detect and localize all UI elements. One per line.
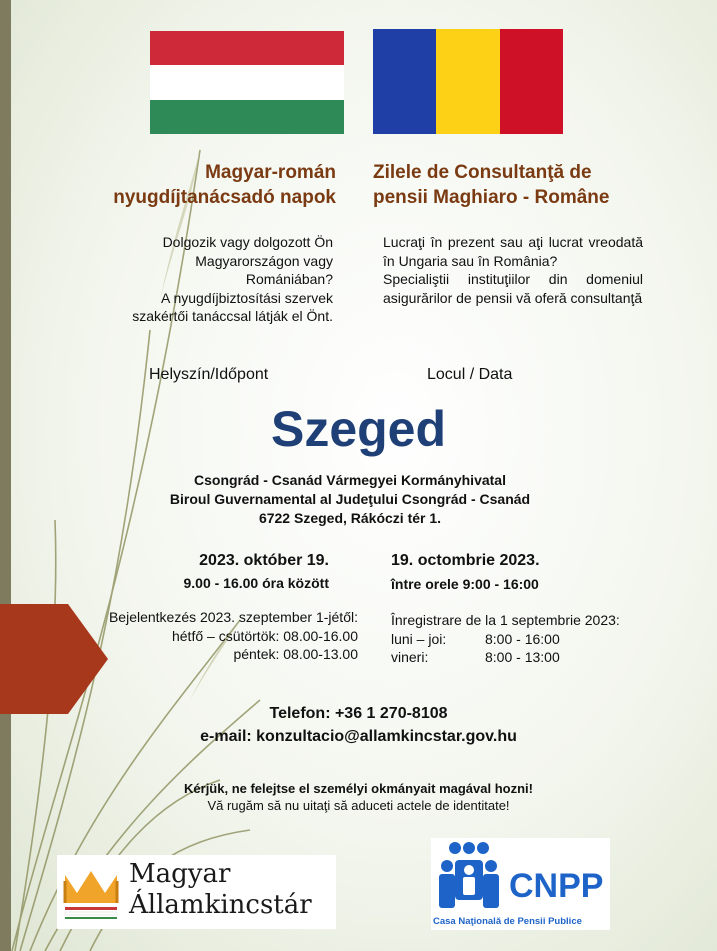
hu-venue-label: Helyszín/Időpont xyxy=(149,366,269,383)
venue-address: Csongrád - Csanád Vármegyei Kormányhivatal Biroul Guvernamental al Judeţului Csongrád - Csanád 6722 Szeged, Rákóczi tér 1. xyxy=(169,472,531,526)
hu-date: 2023. október 19. xyxy=(199,552,329,569)
contact-info xyxy=(0,702,717,748)
ro-registration: Înregistrare de la 1 septembrie 2023: luni – joi: 8:00 - 16:00 vineri: 8:00 - 13:00 xyxy=(391,612,620,665)
ro-title: Zilele de Consultanţă de pensii Maghiaro - Române xyxy=(373,162,610,208)
mak-logo: Magyar Államkincstár xyxy=(57,855,336,929)
cnpp-people-logo-icon xyxy=(435,840,501,912)
hu-intro: Dolgozik vagy dolgozott Ön Magyarországon vagy Romániában? A nyugdíjbiztosítási szervek szakértői tanáccsal látják el Önt. xyxy=(132,234,333,324)
hu-hours: 9.00 - 16.00 óra között xyxy=(183,575,329,591)
ro-venue-label: Locul / Data xyxy=(427,366,513,383)
romanian-flag xyxy=(373,29,563,134)
hu-registration: Bejelentkezés 2023. szeptember 1-jétől: hétfő – csütörtök: 08.00-16.00 péntek: 08.00-13.00 xyxy=(108,609,358,662)
hu-title: Magyar-román nyugdíjtanácsadó napok xyxy=(113,162,336,208)
cnpp-logo: CNPP Casa Naţională de Pensii Publice xyxy=(431,838,610,930)
ro-intro: Lucraţi în prezent sau aţi lucrat vreodată în Ungaria sau în România? Specialiştii instituţiilor din domeniul asigurărilor de pensii vă oferă consultanţă xyxy=(383,234,643,306)
phone-number: Telefon: +36 1 270-8108 xyxy=(269,705,448,722)
ro-hours: între orele 9:00 - 16:00 xyxy=(391,576,539,592)
id-notice: Kérjük, ne felejtse el személyi okmányait magával hozni! Vă rugăm să nu uitaţi să aduceti actele de identitate! xyxy=(184,781,533,813)
mak-crown-logo-icon xyxy=(63,863,119,919)
email-address: e-mail: konzultacio@allamkincstar.gov.hu xyxy=(200,728,517,745)
city-name: Szeged xyxy=(270,401,447,457)
hungarian-flag xyxy=(150,31,344,134)
ro-date: 19. octombrie 2023. xyxy=(391,552,540,569)
